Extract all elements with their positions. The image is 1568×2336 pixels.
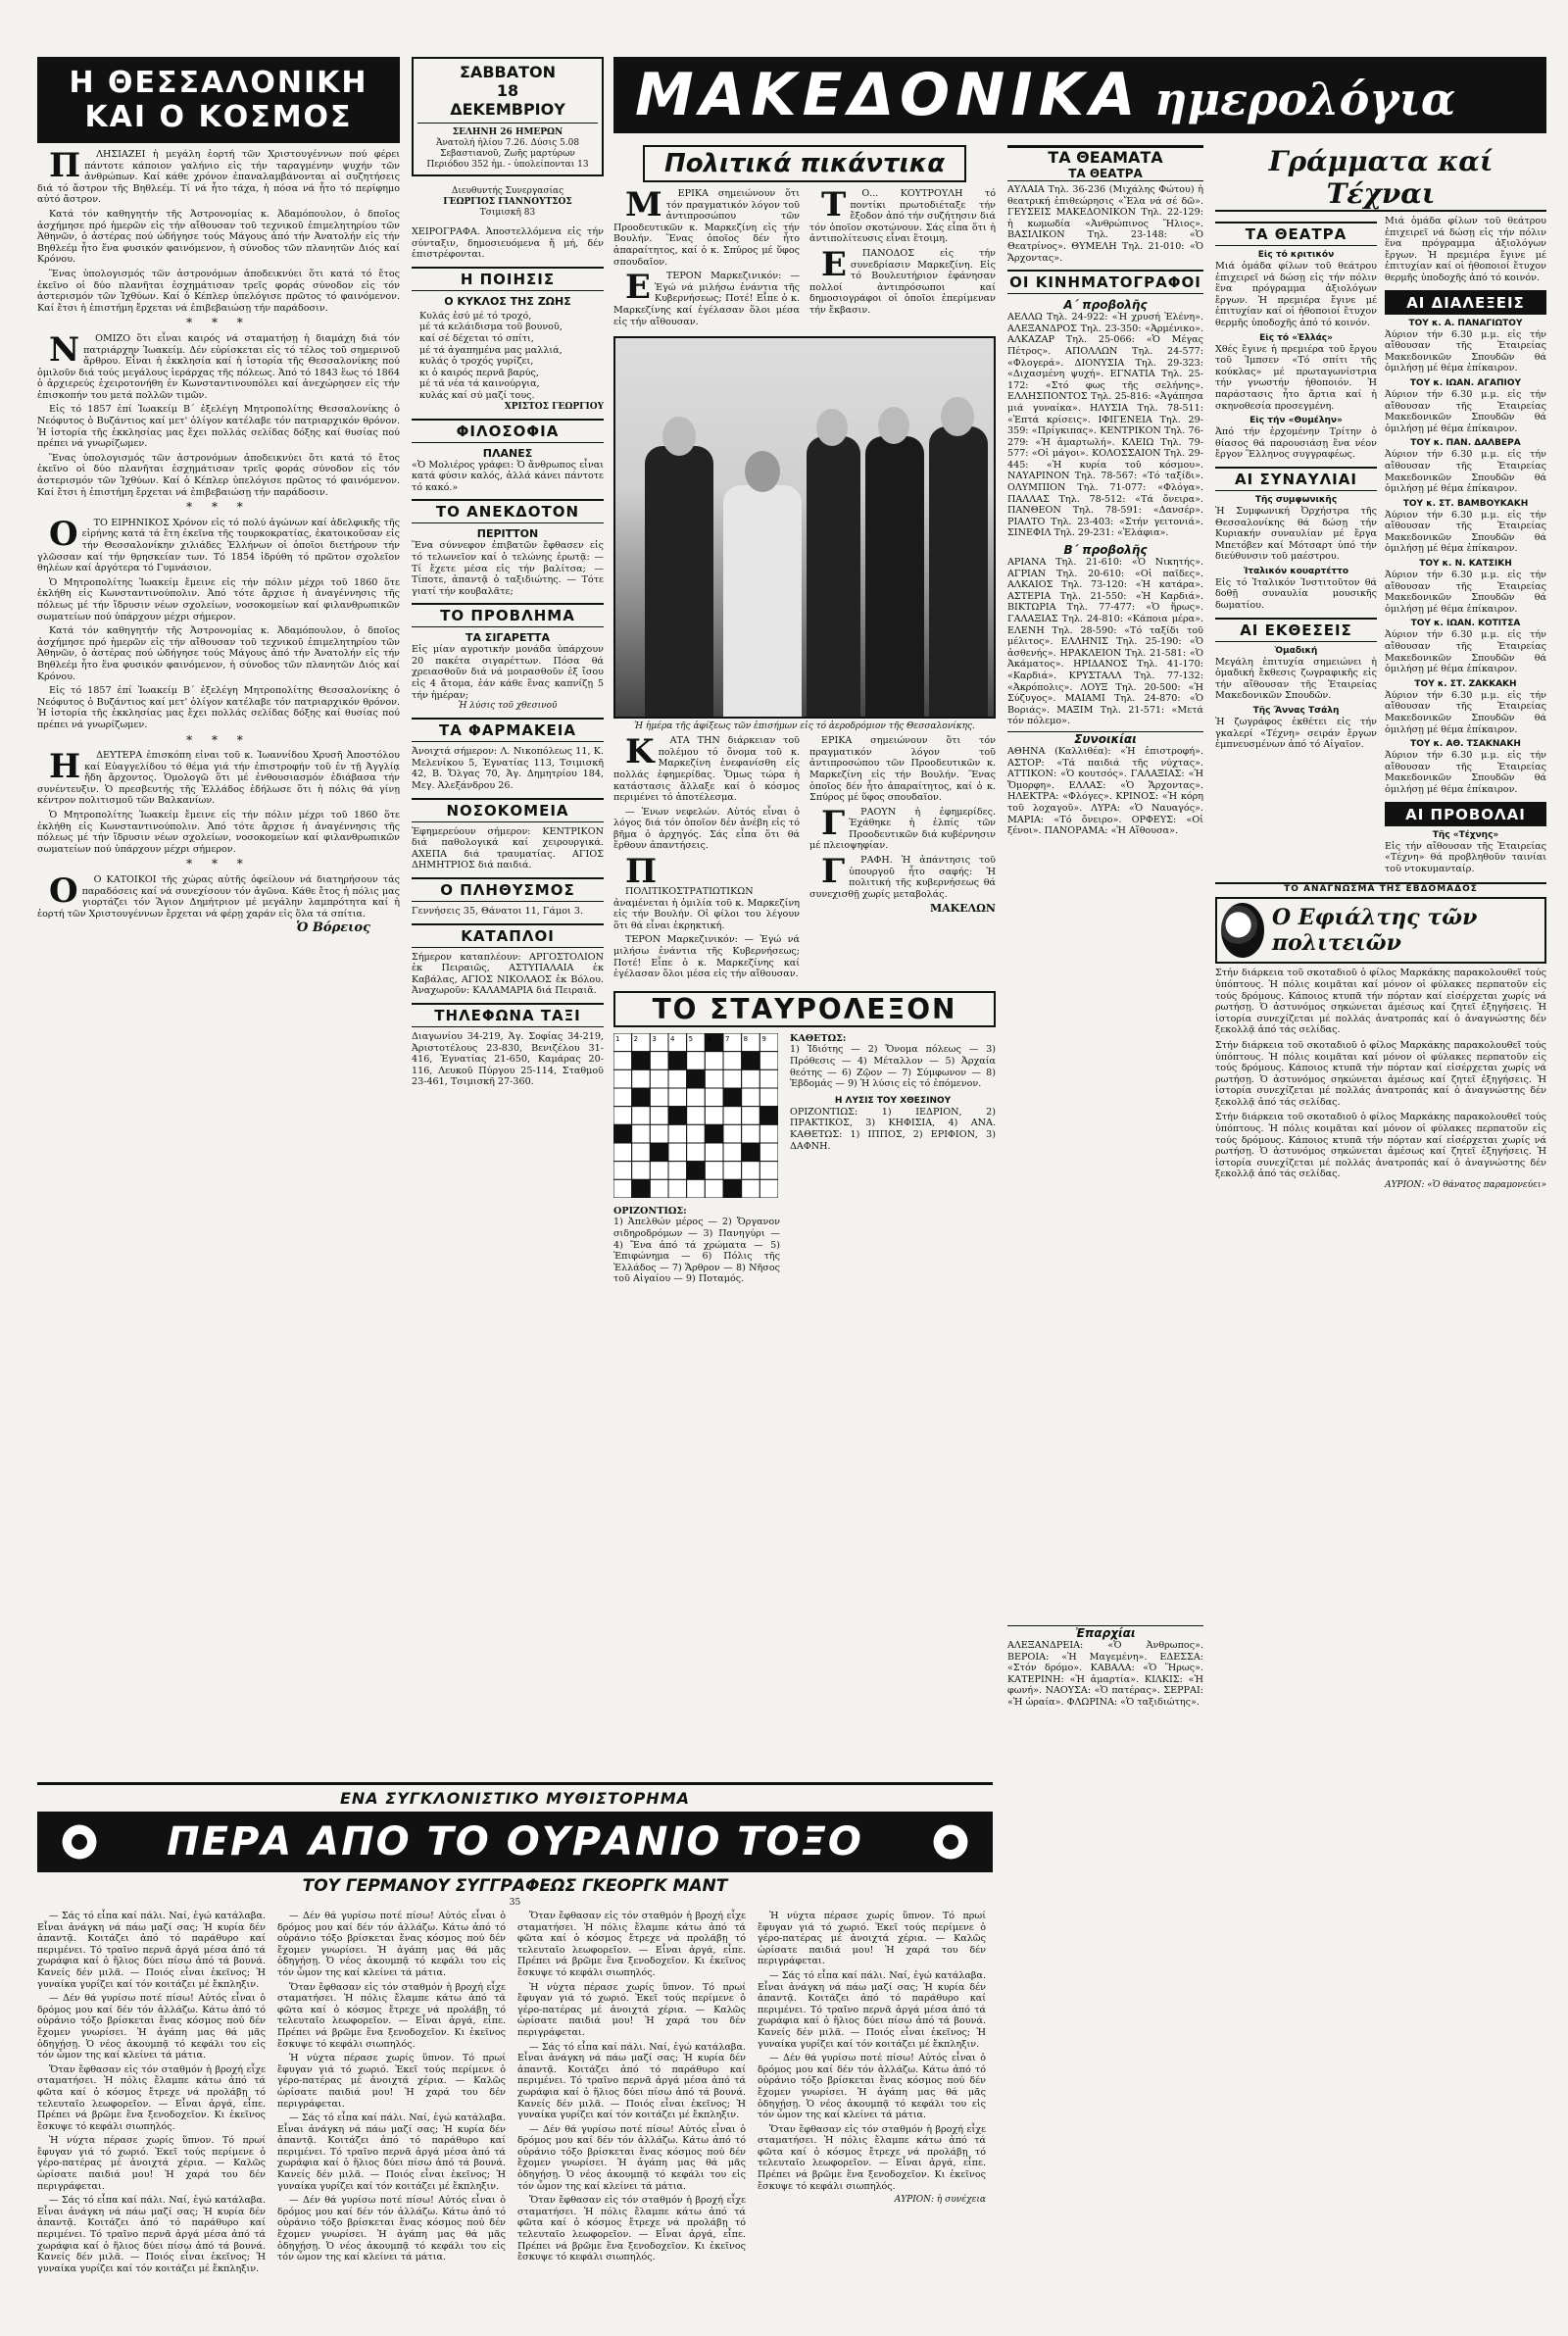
poem-line: καί σέ δέχεται τό σπίτι, — [419, 332, 534, 344]
cinema-heading: ΟΙ ΚΙΝΗΜΑΤΟΓΡΑΦΟΙ — [1007, 270, 1203, 294]
pharmacy-text: Ἀνοιχτά σήμερον: Λ. Νικοπόλεως 11, Κ. Μελενίκου 5, Ἐγνατίας 113, Τσιμισκῆ 42, Β. Ὄλγας 70, Ἁγ. Δημητρίου 184, Μεγ. Ἀλεξάνδρου 26. — [412, 746, 604, 792]
anecdote-sub: ΠΕΡΙΤΤΟΝ — [476, 527, 539, 541]
letters-col-a — [1215, 216, 1377, 874]
para-1: Π ΛΗΣΙΑΖΕΙ ἡ μεγάλη ἑορτή τῶν Χριστουγέννων πού φέρει πάντοτε κάποιον γαλήνιο εἰς τήν ταραγμένην ψυχήν τῶν ἀνθρώπων. Καί κάθε χρόνον ἐπαναλαμβάνονται αἱ συζητήσεις διά τό ἄστρον τῆς Βηθλεέμ. Τί νά ἦτο τάχα, ἡ πόσα νά ἦτο τό περίφημο αὐτό ἄστρον. — [37, 146, 400, 206]
politics-title: Πολιτικά πικάντικα — [643, 145, 966, 182]
figure-1 — [645, 446, 713, 719]
crossword-cell[interactable] — [723, 1069, 742, 1088]
para-5b: Ἕνας ὑπολογισμός τῶν ἀστρονόμων ἀποδεικνύει ὅτι κατά τό ἔτος ἐκεῖνο οἱ δύο πλανῆται ἐσχημάτισαν τρεῖς φοράς σύνοδον εἰς τόν ἀστερισμόν τῶν Ἰχθύων. Καί ὁ Κέπλερ ὑπελόγισε πρῶτος τό φαινόμενον. Καί ἔτσι ἡ ἐπιστήμη ἔρχεται νά ἐπιβεβαιώσῃ τήν παράδοσιν. — [37, 452, 400, 498]
lecture-text: Ἀύριον τήν 6.30 μ.μ. εἰς τήν αἴθουσαν τῆς Ἑταιρείας Μακεδονικῶν Σπουδῶν θά ὁμιλήσῃ μέ θέμα ἐπίκαιρον. — [1385, 328, 1546, 374]
crossword-cell[interactable] — [668, 1179, 687, 1198]
crossword-block — [705, 1124, 723, 1143]
crossword-cell[interactable] — [668, 1069, 687, 1088]
crossword-cell[interactable] — [613, 1069, 632, 1088]
philosophy-sub: ΠΛΑΝΕΣ — [482, 446, 533, 460]
crossword-grid[interactable] — [613, 1033, 778, 1198]
poetry-heading: Η ΠΟΙΗΣΙΣ — [412, 267, 604, 291]
crossword-cell[interactable] — [668, 1143, 687, 1162]
lectures-list — [1385, 319, 1546, 796]
poem-line: μέ τά κελάιδισμα τοῦ βουνοῦ, — [419, 322, 563, 333]
hospital-text: Ἐφημερεύουν σήμερον: ΚΕΝΤΡΙΚΟΝ διά παθολογικά καί χειρουργικά. ΑΧΕΠΑ διά τραυματίας. ΑΓΙΟΣ ΔΗΜΗΤΡΙΟΣ διά παιδιά. — [412, 825, 604, 871]
first-run-listings: ΑΕΛΛΩ Τηλ. 24-922: «Ἡ χρυσή Ἐλένη». ΑΛΕΞΑΝΔΡΟΣ Τηλ. 23-350: «Ἀρμένικο». ΑΛΚΑΖΑΡ Τηλ. 25-066: «Ὁ Μέγας Πέτρος». ΑΠΟΛΛΩΝ Τηλ. 24-577: «Φλογερά». ΔΙΟΝΥΣΙΑ Τηλ. 29-323: «Διχασμένη ψυχή». ΕΓΝΑΤΙΑ Τηλ. 25-172: «Στό φως τῆς σελήνης». ΕΛΛΗΣΠΟΝΤΟΣ Τηλ. 25-816: «Ἀγάπησα μιά γυναίκα». ΗΛΥΣΙΑ Τηλ. 78-511: «Ἐπτά κρίσεις». ΙΦΙΓΕΝΕΙΑ Τηλ. 29-359: «Πρίγκιπας». ΚΕΝΤΡΙΚΟΝ Τηλ. 76-279: «Ἡ ἀμαρτωλή». ΚΛΕΙΩ Τηλ. 79-577: «Οἱ μάγοι». ΚΟΛΟΣΣΑΙΟΝ Τηλ. 29-445: «Ἡ κυρία τοῦ κόσμου». ΝΑΥΑΡΙΝΟΝ Τηλ. 78-567: «Τό ταξίδι». ΟΛΥΜΠΙΟΝ Τηλ. 71-077: «Φλόγα». ΠΑΛΛΑΣ Τηλ. 78-512: «Τά ὄνειρα». ΠΑΝΘΕΟΝ Τηλ. 78-591: «Δανσέρ». ΡΙΑΛΤΟ Τηλ. 23-403: «Στήν γειτονιά». ΣΙΝΕΦΙΛ Τηλ. 29-231: «Ἐλάφια». — [1007, 312, 1203, 539]
crossword-block — [760, 1106, 778, 1124]
crossword-cell[interactable] — [760, 1088, 778, 1107]
serial-2 — [37, 1782, 993, 2314]
critic-text: Μιά ὁμάδα φίλων τοῦ θεάτρου ἐπιχειρεῖ νά δώσῃ εἰς τήν πόλιν ἕνα πρόγραμμα ἀξιολόγων ἔργων. Ἡ πρεμιέρα ἔγινε μέ ἐπιτυχίαν καί οἱ ἠθοποιοί ἔτυχον θερμῆς ὑποδοχῆς ἀπό τό κοινόν. — [1215, 261, 1377, 328]
crossword-cell[interactable] — [760, 1143, 778, 1162]
crossword-cell[interactable] — [723, 1106, 742, 1124]
crossword-cell[interactable] — [705, 1051, 723, 1069]
exhibitions-sub: Ὁμαδική — [1274, 645, 1318, 656]
banner-line-2: ΚΑΙ Ο ΚΟΣΜΟΣ — [84, 100, 353, 134]
para-3: Ἕνας ὑπολογισμός τῶν ἀστρονόμων ἀποδεικνύει ὅτι κατά τό ἔτος ἐκεῖνο οἱ δύο πλανῆται ἐσχημάτισαν τρεῖς φοράς σύνοδον εἰς τόν ἀστερισμόν τῶν Ἰχθύων. Καί ὁ Κέπλερ ὑπελόγισε πρῶτος τό φαινόμενον. Καί ἔτσι ἡ ἐπιστήμη ἔρχεται νά ἐπιβεβαιώσῃ τήν παράδοσιν. — [37, 268, 400, 314]
solution-title: Η ΛΥΣΙΣ ΤΟΥ ΧΘΕΣΙΝΟΥ — [834, 1095, 952, 1106]
crossword-number: 2 — [633, 1034, 639, 1043]
banner — [37, 57, 400, 143]
entertainment-section — [1007, 145, 1203, 837]
population-heading: Ο ΠΛΗΘΥΣΜΟΣ — [412, 877, 604, 902]
provinces-heading: Ἐπαρχίαι — [1007, 1625, 1203, 1640]
figure-3 — [807, 436, 860, 719]
hellas-text: Χθές ἔγινε ἡ πρεμιέρα τοῦ ἔργου τοῦ Ἰμπσεν «Τό σπίτι τῆς κούκλας» μέ πρωταγωνίστρια τήν γνωστήν ἠθοποιόν. Ἡ παράστασις ἦτο ἄρτια καί ἡ σκηνοθεσία προσεγμένη. — [1215, 343, 1377, 412]
letters-title: Γράμματα καί Τέχναι — [1215, 145, 1546, 212]
lecture-text: Ἀύριον τήν 6.30 μ.μ. εἰς τήν αἴθουσαν τῆς Ἑταιρείας Μακεδονικῶν Σπουδῶν θά ὁμιλήσῃ μέ θέμα ἐπίκαιρον. — [1385, 449, 1546, 495]
crossword-block — [613, 1124, 632, 1143]
crossword-cell[interactable] — [723, 1161, 742, 1179]
second-run-heading: Β΄ προβολῆς — [1063, 543, 1148, 558]
month: ΔΕΚΕΜΒΡΙΟΥ — [450, 100, 565, 119]
suburbs-heading: Συνοικίαι — [1007, 731, 1203, 746]
separator: * * * — [186, 857, 251, 871]
para-7b: Κατά τόν καθηγητήν τῆς Ἀστρονομίας κ. Ἀδαμόπουλον, ὁ δποῖος ἀσχήμησε πρό ἡμερῶν εἰς τήν αἴθουσαν τοῦ τεχνικοῦ ἐπιμελητηρίου τῶν Ἀθηνῶν, ὁ ἀστέρας πού ὡδήγησε τούς Μάγους ἀπό τήν Ἀνατολήν εἰς τήν Βηθλεέμ ἦτο ἕνα φυσικόν φαινόμενον, ἡ σύνοδος τῶν πλανητῶν Διός καί Κρόνου. — [37, 625, 400, 682]
poem-line: κυλάς καί σύ μαζί τους. — [419, 389, 535, 401]
poem-line: κι ὁ καιρός περνᾶ βαρύς, — [419, 367, 539, 378]
crossword-cell[interactable] — [760, 1179, 778, 1198]
weekday: ΣΑΒΒΑΤΟΝ — [460, 63, 556, 81]
serial-1-text-2: Στήν διάρκεια τοῦ σκοταδιοῦ ὁ φίλος Μαρκάκης παρακολουθεῖ τούς ὑπόπτους. Ἡ πόλις κοιμᾶται καί μόνον οἱ φύλακες περπατοῦν εἰς τούς δρόμους. Κάποιος κτυπᾶ τήν πόρταν καί εἰσέρχεται χωρίς νά ρωτήσῃ. Ὁ ἀστυνόμος σηκώνεται ἀμέσως καί ζητεῖ ἐξηγήσεις. Ἡ ἱστορία συνεχίζεται μέ πολλάς ἀνατροπάς καί ὁ ἀναγνώστης δέν ξεκολλᾷ ἀπό τάς σελίδας. — [1215, 1039, 1546, 1108]
crossword-cell[interactable] — [632, 1143, 651, 1162]
crossword-cell[interactable] — [723, 1051, 742, 1069]
crossword-cell[interactable] — [742, 1088, 760, 1107]
newspaper-page — [37, 57, 1546, 2311]
crossword-title: ΤΟ ΣΤΑΥΡΟΛΕΞΟΝ — [613, 991, 996, 1027]
letters-col-b — [1385, 216, 1546, 874]
crossword-cell[interactable] — [723, 1124, 742, 1143]
italian-text: Εἰς τό Ἰταλικόν Ἰνστιτοῦτον θά δοθῇ συναυλία μουσικῆς δωματίου. — [1215, 576, 1377, 612]
para-8: Η ΔΕΥΤΕΡΑ ἐπισκόπη εἰναι τοῦ κ. Ἰωαννίδου Χρυσῆ Ἀποστόλου καί Εὐαγγελίδου τό θέμα γιά τήν ἐπιστροφήν τοῦ ἐν τῇ Ἀγγλίᾳ ἤδη ἄρχοντος. Ὁμολογῶ ὅτι μέ ἐνθουσιασμόν ἐδιάβασα τήν συνέντευξιν. Ὁ πρεσβευτής τῆς Ἑλλάδος ἐδήλωσε ὅτι ἡ πόλις θά γίνῃ κέντρον πολιτισμοῦ τῶν Βαλκανίων. — [37, 747, 400, 807]
crossword-number: 8 — [743, 1034, 749, 1043]
crossword-cell[interactable] — [613, 1051, 632, 1069]
philosophy-text: «Ὁ Μολιέρος γράφει: Ὁ ἄνθρωπος εἶναι κατά φύσιν καλός, ἀλλά κάνει πάντοτε τό κακό.» — [412, 459, 604, 493]
serial-2-author: ΤΟΥ ΓΕΡΜΑΝΟΥ ΣΥΓΓΡΑΦΕΩΣ ΓΚΕΟΡΓΚ ΜΑΝΤ — [302, 1876, 728, 1896]
politics-signature: ΜΑΚΕΛΩΝ — [929, 902, 996, 916]
date-number: 18 — [496, 81, 519, 100]
hospital-heading: ΝΟΣΟΚΟΜΕΙΑ — [412, 798, 604, 822]
lecture-speaker: ΤΟΥ κ. ΙΩΑΝ. ΑΓΑΠΙΟΥ — [1409, 377, 1522, 388]
almanac-4: Περιόδου 352 ἡμ. - ὑπολείπονται 13 — [426, 160, 589, 170]
crossword-cell[interactable] — [613, 1106, 632, 1124]
problem-text: Εἰς μίαν αγροτικήν μονάδα ὑπάρχουν 20 πακέτα σιγαρέττων. Πόσα θά χρειασθοῦν διά νά μοιρασθοῦν ἐξ ἴσου εἰς 4 ἄτομα, ἐάν κάθε ἕνας καπνίζῃ 5 τήν ἡμέραν; — [412, 644, 604, 701]
crossword-cell[interactable] — [687, 1088, 706, 1107]
problem-heading: ΤΟ ΠΡΟΒΛΗΜΑ — [412, 603, 604, 627]
separator: * * * — [186, 500, 251, 515]
serial-2-col-2: — Δέν θά γυρίσω ποτέ πίσω! Αὐτός εἶναι ὁ δρόμος μου καί δέν τόν ἀλλάζω. Κάτω ἀπό τό οὐράνιο τόξο βρίσκεται ἕνας κόσμος πού δέν ἔχομεν γνωρίσει. Ἡ ἀγάπη μας θά μᾶς ὁδηγήσῃ. Ὁ νέος ἀκουμπᾷ τό κεφάλι του εἰς τόν ὦμον της καί κλείνει τά μάτια. Ὅταν ἔφθασαν εἰς τόν σταθμόν ἡ βροχή εἶχε σταματήσει. Ἡ πόλις ἔλαμπε κάτω ἀπό τά φῶτα καί ὁ κόσμος ἔτρεχε νά προλάβῃ τό τελευταῖο λεωφορεῖον. — Εἶναι ἀργά, εἶπε. Πρέπει νά βρῶμε ἕνα ξενοδοχεῖον. Κι ἐκεῖνος ἔσκυψε τό κεφάλι σιωπηλός. Ἡ νύχτα πέρασε χωρίς ὕπνον. Τό πρωί ἔφυγαν γιά τό χωριό. Ἐκεῖ τούς περίμενε ὁ γέρο-πατέρας μέ ἀνοιχτά χέρια. — Καλῶς ὡρίσατε παιδιά μου! Ἡ χαρά του δέν περιγράφεται. — Σάς τό εἶπα καί πάλι. Ναί, ἐγώ κατάλαβα. Εἶναι ἀνάγκη νά πάω μαζί σας; Ἡ κυρία δέν ἀπαντᾷ. Κοιτάζει ἀπό τό παράθυρο καί περιμένει. Τό τραῖνο περνᾶ ἀργά μέσα ἀπό τά χωράφια καί ὁ ἥλιος δύει πίσω ἀπό τά βουνά. Κανείς δέν μιλᾶ. — Ποιός εἶναι ἐκεῖνος; Ἡ γυναίκα γυρίζει καί τόν κοιτάζει μέ ἔκπληξιν. — Δέν θά γυρίσω ποτέ πίσω! Αὐτός εἶναι ὁ δρόμος μου καί δέν τόν ἀλλάζω. Κάτω ἀπό τό οὐράνιο τόξο βρίσκεται ἕνας κόσμος πού δέν ἔχομεν γνωρίσει. Ἡ ἀγάπη μας θά μᾶς ὁδηγήσῃ. Ὁ νέος ἀκουμπᾷ τό κεφάλι του εἰς τόν ὦμον της καί κλείνει τά μάτια. — [277, 1911, 506, 2263]
second-run-listings: ΑΡΙΑΝΑ Τηλ. 21-610: «Ὁ Νικητής». ΑΓΡΙΑΝ Τηλ. 20-610: «Οἱ παῖδες». ΑΛΚΑΙΟΣ Τηλ. 73-120: «Ἡ κατάρα». ΑΣΤΕΡΙΑ Τηλ. 21-550: «Ἡ Καρδιά». ΒΙΚΤΩΡΙΑ Τηλ. 77-477: «Ὁ ἥρως». ΓΑΛΑΞΙΑΣ Τηλ. 24-810: «Κάποια μέρα». ΕΛΕΝΗ Τηλ. 28-590: «Τό ταξίδι τοῦ μέλιτος». ΕΛΛΗΝΙΣ Τηλ. 25-190: «Ὁ ἀσθενής». ΗΡΑΚΛΕΙΟΝ Τηλ. 21-581: «Ὁ Ἀκάματος». ΗΡΙΔΑΝΟΣ Τηλ. 41-170: «Καρδιά». ΚΡΥΣΤΑΛΛ Τηλ. 77-132: «Ἀκρόπολις». ΛΟΥΞ Τηλ. 20-500: «Ἡ Σύζυγος». ΜΑΙΑΜΙ Τηλ. 24-870: «Ὁ Βοριάς». ΜΑΞΙΜ Τηλ. 21-571: «Μετά τόν πόλεμο». — [1007, 557, 1203, 727]
masthead — [613, 57, 1546, 133]
crossword-number: 9 — [761, 1034, 766, 1043]
across-clues: 1) Ἀπελθών μέρος — 2) Ὄργανον σιδηροδρόμων — 3) Πανηγύρι — 4) Ἔνα ἀπό τά χρώματα — 5) Ἐπιφώνημα — 6) Πόλις τῆς Ἑλλάδος — 7) Ἄρθρον — 8) Νῆσος τοῦ Αἰγαίου — 9) Ποταμός. — [613, 1217, 780, 1285]
para-5: Εἰς τό 1857 ἐπί Ἰωακείμ Β΄ ἐξελέγη Μητροπολίτης Θεσσαλονίκης ὁ Νεόφυτος ὁ Βυζάντιος καί μετ' ὀλίγον κατέλαβε τόν πατριαρχικόν θρόνον. Ἡ ἱστορία τῆς ἐκκλησίας μας ἔχει πολλάς σελίδας δόξης καί θυσίας πού πρέπει νά γνωρίζωμεν. — [37, 404, 400, 450]
broadcasts-text: Εἰς τήν αἴθουσαν τῆς Ἑταιρείας «Τέχνη» θά προβληθοῦν ταινίαι τοῦ ντοκυμανταίρ. — [1385, 840, 1546, 874]
banner-line-1: Η ΘΕΣΣΑΛΟΝΙΚΗ — [69, 66, 368, 100]
crossword-cell[interactable] — [687, 1179, 706, 1198]
problem-answer: Ἡ λύσις τοῦ χθεσινοῦ — [458, 701, 558, 712]
poem-title: Ο ΚΥΚΛΟΣ ΤΗΣ ΖΩΗΣ — [444, 294, 571, 308]
portrait-illustration — [1221, 903, 1264, 958]
exhibitions-heading: ΑΙ ΕΚΘΕΣΕΙΣ — [1215, 618, 1377, 642]
down-clues: 1) Ἰδιότης — 2) Ὄνομα πόλεως — 3) Πρόθεσις — 4) Μέταλλον — 5) Ἀρχαία θεότης — 6) Ζῷον — 7) Σύμφωνον — 8) Ἑβδομάς — 9) Ἡ λύσις εἰς τό ἐπόμενον. — [790, 1044, 996, 1090]
crossword-block — [742, 1143, 760, 1162]
lecture-text: Ἀύριον τήν 6.30 μ.μ. εἰς τήν αἴθουσαν τῆς Ἑταιρείας Μακεδονικῶν Σπουδῶν θά ὁμιλήσῃ μέ θέμα ἐπίκαιρον. — [1385, 509, 1546, 555]
lecture-speaker: ΤΟΥ κ. Α. ΠΑΝΑΓΙΩΤΟΥ — [1408, 318, 1523, 328]
figure-2 — [723, 485, 802, 719]
crossword-cell[interactable] — [705, 1179, 723, 1198]
politics-col-b: Τ Ο... ΚΟΥΤΡΟΥΛΗ τό ποντίκι πρωτοδιέταξε τήν ἔξοδον ἀπό τήν συζήτησιν διά τόν ὁποῖον σκοτώνουν. Σάς εἶπα ὅτι ἡ ἀντιπολίτευσις εἶναι ἕτοιμη. Ε ΠΑΝΟΔΟΣ εἰς τήν συνεδρίασιν Μαρκεζίνη. Εἰς τό Βουλευτήριον ἐφάνησαν πολλοί ἀντιπρόσωποι καί δημοσιογράφοι οἱ ὁποῖοι ἐπερίμεναν τήν ἔκβασιν. — [809, 185, 996, 316]
serial-1-continued: ΑΥΡΙΟΝ: «Ὁ θάνατος παραμονεύει» — [1385, 1180, 1546, 1191]
provinces-block — [1007, 1625, 1203, 1709]
crossword-cell[interactable] — [760, 1124, 778, 1143]
crossword-number: 4 — [670, 1034, 675, 1043]
para-7: Ὁ Μητροπολίτης Ἰωακείμ ἔμεινε εἰς τήν πόλιν μέχρι τοῦ 1860 ὅτε ἐκλήθη εἰς Κωνσταντινούπολιν. Ἀπό τότε ἄρχισε ἡ ἀναγέννησις τῆς πόλεως μέ τήν ἵδρυσιν νέων σχολείων, νοσοκομείων καί φιλανθρωπικῶν σωματείων πού ὑπάρχουν μέχρι σήμερον. — [37, 576, 400, 622]
para-7c: Εἰς τό 1857 ἐπί Ἰωακείμ Β΄ ἐξελέγη Μητροπολίτης Θεσσαλονίκης ὁ Νεόφυτος ὁ Βυζάντιος καί μετ' ὀλίγον κατέλαβε τόν πατριαρχικόν θρόνον. Ἡ ἱστορία τῆς ἐκκλησίας μας ἔχει πολλάς σελίδας δόξης καί θυσίας πού πρέπει νά γνωρίζωμεν. — [37, 685, 400, 730]
thymeli-text: Ἀπό τήν ἐρχομένην Τρίτην ὁ θίασος θά παρουσιάσῃ ἕνα νέον ἔργον Ἕλληνος συγγραφέως. — [1215, 426, 1377, 461]
crossword-cell[interactable] — [705, 1161, 723, 1179]
crossword-block — [687, 1161, 706, 1179]
serial-1-title-box — [1215, 897, 1546, 964]
problem-sub: ΤΑ ΣΙΓΑΡΕΤΤΑ — [465, 631, 551, 645]
crossword-block — [632, 1088, 651, 1107]
hellas-title: Εἰς τό «Ἑλλάς» — [1259, 332, 1333, 343]
population-text: Γεννήσεις 35, Θάνατοι 11, Γάμοι 3. — [412, 906, 584, 917]
crossword-cell[interactable] — [650, 1051, 668, 1069]
crossword-block — [650, 1143, 668, 1162]
concerts-sub: Τῆς συμφωνικῆς — [1254, 494, 1338, 505]
crossword-block — [668, 1106, 687, 1124]
drop-cap: Π — [49, 146, 81, 185]
critic-title: Εἰς τό κριτικόν — [1257, 250, 1335, 260]
serial-2-header: ΕΝΑ ΣΥΓΚΛΟΝΙΣΤΙΚΟ ΜΥΘΙΣΤΟΡΗΜΑ — [339, 1789, 690, 1808]
lecture-speaker: ΤΟΥ κ. ΙΩΑΝ. ΚΟΤΙΤΣΑ — [1410, 619, 1521, 629]
crossword-cell[interactable] — [760, 1069, 778, 1088]
entertainment-title: ΤΑ ΘΕΑΜΑΤΑ — [1007, 145, 1203, 167]
crossword-number: 3 — [652, 1034, 657, 1043]
eye-illustration-left — [45, 1817, 114, 1866]
politics-col-c: Κ ΑΤΑ ΤΗΝ διάρκειαν τοῦ πολέμου τό ὄνομα τοῦ κ. Μαρκεζίνη ἐνεφανίσθη εἰς πολλάς ἐφημερίδας. Ὅμως τώρα ἡ κατάστασις ἄλλαξε καί ὁ κόσμος περιμένει τό ἀποτέλεσμα. — Ἐνων νεφελών. Αὐτός εἶναι ὁ λόγος διά τόν ὁποῖον δέν ἀνέβη εἰς τό βῆμα ὁ ἀρχηγός. Σάς εἶπα ὅτι θά ἔρθουν ἀπαντήσεις. Π ΠΟΛΙΤΙΚΟΣΤΡΑΤΙΩΤΙΚΩΝ ἀναμένεται ἡ ὁμιλία τοῦ κ. Μαρκεζίνη εἰς τήν Βουλήν. Οἱ φίλοι του λέγουν ὅτι θά εἶναι ἐκρηκτική. ΤΕΡΟΝ Μαρκεζινικόν: — Ἐγώ νά μιλήσω ἐνάντια τῆς Κυβερνήσεως; Ποτέ! Εἶπε ὁ κ. Μαρκεζίνης καί ἐγέλασαν ὅλοι μέσα εἰς τήν αἴθουσαν. — [613, 732, 800, 980]
almanac-2: Ἀνατολή ἡλίου 7.26. Δύσις 5.08 — [435, 138, 580, 148]
ports-text: Σήμερον καταπλέουν: ΑΡΓΟΣΤΟΛΙΟΝ ἐκ Πειραιῶς, ΑΣΤΥΠΑΛΑΙΑ ἐκ Καβάλας, ΑΓΙΟΣ ΝΙΚΟΛΑΟΣ ἐκ Βόλου. Ἀναχωροῦν: ΚΑΛΑΜΑΡΙΑ διά Πειραιᾶ. — [412, 951, 604, 997]
broadcasts-sub: Τῆς «Τέχνης» — [1432, 829, 1499, 840]
pharmacy-heading: ΤΑ ΦΑΡΜΑΚΕΙΑ — [412, 718, 604, 742]
crossword-block — [668, 1051, 687, 1069]
letters-section — [1215, 145, 1546, 1191]
serial-1-header: ΤΟ ΑΝΑΓΝΩΣΜΑ ΤΗΣ ΕΒΔΟΜΑΔΟΣ — [1284, 884, 1478, 895]
crossword-cell[interactable] — [687, 1143, 706, 1162]
para-9: Ο Ο ΚΑΤΟΙΚΟΙ τῆς χώρας αὐτῆς ὀφείλουν νά διατηρήσουν τάς παραδόσεις καί νά συνεχίσουν τόν ἀγῶνα. Κάθε ἔτος ἡ πόλις μας γιορτάζει τόν Ἅγιον Δημήτριον μέ μεγάλην λαμπρότητα καί ἡ ἑορτή τῶν Χριστουγέννων ἔρχεται νά φέρῃ χαράν εἰς ὅλα τά σπίτια. — [37, 871, 400, 919]
para-2: Κατά τόν καθηγητήν τῆς Ἀστρονομίας κ. Ἀδαμόπουλον, ὁ δποῖος ἀσχήμησε πρό ἡμερῶν εἰς τήν αἴθουσαν τοῦ τεχνικοῦ ἐπιμελητηρίου τῶν Ἀθηνῶν, ὁ ἀστέρας πού ὡδήγησε τούς Μάγους ἀπό τήν Ἀνατολήν εἰς τήν Βηθλεέμ ἦτο ἕνα φυσικόν φαινόμενον, ἡ σύνοδος τῶν πλανητῶν Διός καί Κρόνου. — [37, 208, 400, 266]
thymeli-title: Εἰς τήν «Θυμέλην» — [1250, 416, 1343, 426]
signature: Ὁ Βόρειος — [296, 920, 370, 936]
politics-col-d: ΕΡΙΚΑ σημειώνουν ὅτι τόν πραγματικόν λόγον τοῦ ἀντιπροσώπου τῶν Προοδευτικῶν κ. Μαρκεζίνη εἰς τήν Βουλήν. Ἕνας ὁποῖος δέν ἦτο ἀπαραίτητος, καί ὁ κ. Σπύρος μέ ὕφος σπουδαῖον. Γ ΡΑΟΥΝ ἡ ἐφημερίδες. Ἐχάθηκε ἡ ἐλπίς τῶν Προοδευτικῶν διά κυβέρνησιν μέ πλειοψηφίαν. Γ ΡΑΦΗ. Ἡ ἀπάντησις τοῦ ὑπουργοῦ ἦτο σαφής: Ἡ πολιτική τῆς κυβερνήσεως θά συνεχισθῇ χωρίς μεταβολάς. ΜΑΚΕΛΩΝ — [809, 735, 996, 916]
figure-4 — [865, 436, 924, 719]
crossword-cell[interactable] — [742, 1124, 760, 1143]
crossword-cell[interactable] — [632, 1069, 651, 1088]
crossword-cell[interactable] — [650, 1124, 668, 1143]
serial-1-title: Ο Εφιάλτης τῶν πολιτειῶν — [1271, 905, 1478, 957]
lecture-speaker: ΤΟΥ κ. ΠΑΝ. ΔΑΛΒΕΡΑ — [1410, 438, 1521, 449]
figure-5 — [929, 426, 988, 719]
crossword-block — [723, 1179, 742, 1198]
taxi-heading: ΤΗΛΕΦΩΝΑ ΤΑΞΙ — [412, 1003, 604, 1027]
para-4: Ν ΟΜΙΖΟ ὅτι εἶναι καιρός νά σταματήσῃ ἡ διαμάχη διά τόν πατριάρχην Ἰωακείμ. Δέν εὑρίσκεται εἰς τό τέλος τοῦ σημερινοῦ ἄρθρου. Εἶναι ἡ ἐκκλησία καί ἡ ἱστορία τῆς Θεσσαλονίκης πού ὁμιλοῦν διά τούς μεγάλους ἱεράρχας τῆς πόλεως. Ἀπό τό 1843 ἕως τό 1864 ὁ ἀρχιερεύς ἐχειροτονήθη ἐν Κωνσταντινουπόλει καί ἀνεχώρησεν εἰς τήν ἐπισκοπήν του μετά πολλῶν τιμῶν. — [37, 329, 400, 401]
crossword-cell[interactable] — [760, 1051, 778, 1069]
down-title: ΚΑΘΕΤΩΣ: — [790, 1032, 847, 1044]
tsali-title: Τῆς Ἄννας Τσάλη — [1252, 706, 1340, 717]
concerts-text: Ἡ Συμφωνική Ὀρχήστρα τῆς Θεσσαλονίκης θά δώσῃ τήν Κυριακήν συναυλίαν μέ ἔργα Μπετόβεν καί Μότσαρτ ὑπό τήν διεύθυνσιν τοῦ μαέστρου. — [1215, 505, 1377, 563]
theatres-sub: ΤΑ ΘΕΑΤΡΑ — [1007, 167, 1203, 181]
crossword-cell[interactable] — [705, 1143, 723, 1162]
serial-2-col-3: Ὅταν ἔφθασαν εἰς τόν σταθμόν ἡ βροχή εἶχε σταματήσει. Ἡ πόλις ἔλαμπε κάτω ἀπό τά φῶτα καί ὁ κόσμος ἔτρεχε νά προλάβῃ τό τελευταῖο λεωφορεῖον. — Εἶναι ἀργά, εἶπε. Πρέπει νά βρῶμε ἕνα ξενοδοχεῖον. Κι ἐκεῖνος ἔσκυψε τό κεφάλι σιωπηλός. Ἡ νύχτα πέρασε χωρίς ὕπνον. Τό πρωί ἔφυγαν γιά τό χωριό. Ἐκεῖ τούς περίμενε ὁ γέρο-πατέρας μέ ἀνοιχτά χέρια. — Καλῶς ὡρίσατε παιδιά μου! Ἡ χαρά του δέν περιγράφεται. — Σάς τό εἶπα καί πάλι. Ναί, ἐγώ κατάλαβα. Εἶναι ἀνάγκη νά πάω μαζί σας; Ἡ κυρία δέν ἀπαντᾷ. Κοιτάζει ἀπό τό παράθυρο καί περιμένει. Τό τραῖνο περνᾶ ἀργά μέσα ἀπό τά χωράφια καί ὁ ἥλιος δύει πίσω ἀπό τά βουνά. Κανείς δέν μιλᾶ. — Ποιός εἶναι ἐκεῖνος; Ἡ γυναίκα γυρίζει καί τόν κοιτάζει μέ ἔκπληξιν. — Δέν θά γυρίσω ποτέ πίσω! Αὐτός εἶναι ὁ δρόμος μου καί δέν τόν ἀλλάζω. Κάτω ἀπό τό οὐράνιο τόξο βρίσκεται ἕνας κόσμος πού δέν ἔχομεν γνωρίσει. Ἡ ἀγάπη μας θά μᾶς ὁδηγήσῃ. Ὁ νέος ἀκουμπᾷ τό κεφάλι του εἰς τόν ὦμον της καί κλείνει τά μάτια. Ὅταν ἔφθασαν εἰς τόν σταθμόν ἡ βροχή εἶχε σταματήσει. Ἡ πόλις ἔλαμπε κάτω ἀπό τά φῶτα καί ὁ κόσμος ἔτρεχε νά προλάβῃ τό τελευταῖο λεωφορεῖον. — Εἶναι ἀργά, εἶπε. Πρέπει νά βρῶμε ἕνα ξενοδοχεῖον. Κι ἐκεῖνος ἔσκυψε τό κεφάλι σιωπηλός. — [517, 1911, 746, 2263]
poem — [419, 311, 604, 402]
lecture-speaker: ΤΟΥ κ. Ν. ΚΑΤΣΙΚΗ — [1419, 559, 1512, 570]
crossword-cell[interactable] — [650, 1069, 668, 1088]
lecture-text: Ἀύριον τήν 6.30 μ.μ. εἰς τήν αἴθουσαν τῆς Ἑταιρείας Μακεδονικῶν Σπουδῶν θά ὁμιλήσῃ μέ θέμα ἐπίκαιρον. — [1385, 689, 1546, 735]
crossword-cell[interactable] — [650, 1179, 668, 1198]
crossword-number: 6 — [707, 1034, 711, 1043]
lecture-text: Ἀύριον τήν 6.30 μ.μ. εἰς τήν αἴθουσαν τῆς Ἑταιρείας Μακεδονικῶν Σπουδῶν θά ὁμιλήσῃ μέ θέμα ἐπίκαιρον. — [1385, 629, 1546, 675]
lecture-speaker: ΤΟΥ κ. ΣΤ. ΒΑΜΒΟΥΚΑΚΗ — [1402, 498, 1529, 509]
first-run-heading: Α΄ προβολῆς — [1063, 298, 1148, 313]
crossword-cell[interactable] — [687, 1106, 706, 1124]
crossword-cell[interactable] — [632, 1124, 651, 1143]
poem-line: μέ τά νέα τά καινούργια, — [419, 378, 540, 390]
lecture-text: Ἀύριον τήν 6.30 μ.μ. εἰς τήν αἴθουσαν τῆς Ἑταιρείας Μακεδονικῶν Σπουδῶν θά ὁμιλήσῃ μέ θέμα ἐπίκαιρον. — [1385, 388, 1546, 434]
ports-heading: ΚΑΤΑΠΛΟΙ — [412, 923, 604, 948]
photo-caption: Ἡ ἡμέρα τῆς ἀφίξεως τῶν ἐπισήμων εἰς τό ἀεροδρόμιον τῆς Θεσσαλονίκης. — [634, 721, 975, 732]
crossword-cell[interactable] — [650, 1106, 668, 1124]
crossword-cell[interactable] — [613, 1143, 632, 1162]
serial-2-title: ΠΕΡΑ ΑΠΟ ΤΟ ΟΥΡΑΝΙΟ ΤΟΞΟ — [167, 1819, 863, 1864]
info-column — [412, 57, 604, 1088]
crossword-cell[interactable] — [742, 1069, 760, 1088]
crossword-cell[interactable] — [650, 1088, 668, 1107]
crossword-cell[interactable] — [668, 1124, 687, 1143]
broadcasts-heading: ΑΙ ΠΡΟΒΟΛΑΙ — [1385, 802, 1546, 826]
crossword-cell[interactable] — [723, 1143, 742, 1162]
crossword-cell[interactable] — [613, 1161, 632, 1179]
left-column — [37, 57, 400, 934]
para-8b: Ὁ Μητροπολίτης Ἰωακείμ ἔμεινε εἰς τήν πόλιν μέχρι τοῦ 1860 ὅτε ἐκλήθη εἰς Κωνσταντινούπολιν. Ἀπό τότε ἄρχισε ἡ ἀναγέννησις τῆς πόλεως μέ τήν ἵδρυσιν νέων σχολείων, νοσοκομείων καί φιλανθρωπικῶν σωματείων πού ὑπάρχουν μέχρι σήμερον. — [37, 810, 400, 855]
crossword-cell[interactable] — [650, 1161, 668, 1179]
lecture-speaker: ΤΟΥ κ. ΣΤ. ΖΑΚΚΑΚΗ — [1414, 678, 1517, 689]
crossword-number: 1 — [615, 1034, 620, 1043]
lecture-speaker: ΤΟΥ κ. ΑΘ. ΤΣΑΚΝΑΚΗ — [1410, 739, 1521, 750]
poem-line: μέ τά ἀγαπημένα μας μαλλιά, — [419, 344, 563, 356]
serial-1-text-3: Στήν διάρκεια τοῦ σκοταδιοῦ ὁ φίλος Μαρκάκης παρακολουθεῖ τούς ὑπόπτους. Ἡ πόλις κοιμᾶται καί μόνον οἱ φύλακες περπατοῦν εἰς τούς δρόμους. Κάποιος κτυπᾶ τήν πόρταν καί εἰσέρχεται χωρίς νά ρωτήσῃ. Ὁ ἀστυνόμος σηκώνεται ἀμέσως καί ζητεῖ ἐξηγήσεις. Ἡ ἱστορία συνεχίζεται μέ πολλάς ἀνατροπάς καί ὁ ἀναγνώστης δέν ξεκολλᾷ ἀπό τάς σελίδας. — [1215, 1112, 1546, 1180]
crossword-cell[interactable] — [742, 1106, 760, 1124]
serial-2-title-bar — [37, 1812, 993, 1872]
separator: * * * — [186, 732, 251, 747]
crossword-block — [632, 1051, 651, 1069]
crossword-cell[interactable] — [632, 1106, 651, 1124]
serial-2-continued: ΑΥΡΙΟΝ: ἡ συνέχεια — [894, 2195, 986, 2206]
serial-2-installment: 35 — [509, 1898, 521, 1908]
poem-author: ΧΡΙΣΤΟΣ ΓΕΩΡΓΙΟΥ — [504, 401, 604, 412]
crossword-number: 7 — [725, 1034, 730, 1043]
date-box — [412, 57, 604, 176]
crossword-cell[interactable] — [687, 1124, 706, 1143]
across-title: ΟΡΙΖΟΝΤΙΩΣ: — [613, 1205, 687, 1217]
news-photo — [613, 336, 996, 719]
eye-illustration-right — [916, 1817, 985, 1866]
left-article — [37, 146, 400, 936]
almanac-3: Σεβαστιανοῦ, Ζωῆς μαρτύρων — [440, 149, 575, 159]
publisher: Διευθυντής Συνεργασίας ΓΕΩΡΓΙΟΣ ΓΙΑΝΝΟΥΤΣΟΣ Τσιμισκῆ 83 — [443, 186, 572, 218]
crossword-block — [687, 1069, 706, 1088]
crossword-cell[interactable] — [613, 1088, 632, 1107]
crossword-cell[interactable] — [687, 1051, 706, 1069]
provinces-listings: ΑΛΕΞΑΝΔΡΕΙΑ: «Ὁ Ἀνθρωπος». ΒΕΡΟΙΑ: «Ἡ Μαγεμένη». ΕΔΕΣΣΑ: «Στόν δρόμο». ΚΑΒΑΛΑ: «Ὁ Ἥρως». ΚΑΤΕΡΙΝΗ: «Ἡ ἀμαρτία». ΚΙΛΚΙΣ: «Ἡ φωνή». ΝΑΟΥΣΑ: «Ὁ πατέρας». ΣΕΡΡΑΙ: «Ἡ ὡραία». ΦΛΩΡΙΝΑ: «Ὁ ταξιδιώτης». — [1007, 1640, 1203, 1708]
concerts-heading: ΑΙ ΣΥΝΑΥΛΙΑΙ — [1215, 467, 1377, 491]
almanac-1: ΣΕΛΗΝΗ 26 ΗΜΕΡΩΝ — [452, 127, 564, 137]
crossword-block — [632, 1179, 651, 1198]
crossword-cell[interactable] — [705, 1106, 723, 1124]
theatre-continued: Μιά ὁμάδα φίλων τοῦ θεάτρου ἐπιχειρεῖ νά δώσῃ εἰς τήν πόλιν ἕνα πρόγραμμα ἀξιολόγων ἔργων. Ἡ πρεμιέρα ἔγινε μέ ἐπιτυχίαν καί οἱ ἠθοποιοί ἔτυχον θερμῆς ὑποδοχῆς ἀπό τό κοινόν. — [1385, 216, 1546, 283]
serial-1-text: Στήν διάρκεια τοῦ σκοταδιοῦ ὁ φίλος Μαρκάκης παρακολουθεῖ τούς ὑπόπτους. Ἡ πόλις κοιμᾶται καί μόνον οἱ φύλακες περπατοῦν εἰς τούς δρόμους. Κάποιος κτυπᾶ τήν πόρταν καί εἰσέρχεται χωρίς νά ρωτήσῃ. Ὁ ἀστυνόμος σηκώνεται ἀμέσως καί ζητεῖ ἐξηγήσεις. Ἡ ἱστορία συνεχίζεται μέ πολλάς ἀνατροπάς καί ὁ ἀναγνώστης δέν ξεκολλᾷ ἀπό τάς σελίδας. — [1215, 968, 1546, 1036]
politics-col-a: Μ ΕΡΙΚΑ σημειώνουν ὅτι τόν πραγματικόν λόγον τοῦ ἀντιπροσώπου τῶν Προοδευτικῶν κ. Μαρκεζίνη εἰς τήν Βουλήν. Ἕνας ὁποῖος δέν ἦτο ἀπαραίτητος, καί ὁ κ. Σπύρος μέ ὕφος σπουδαῖον. Ε ΤΕΡΟΝ Μαρκεζινικόν: — Ἐγώ νά μιλήσω ἐνάντια τῆς Κυβερνήσεως; Ποτέ! Εἶπε ὁ κ. Μαρκεζίνης καί ἐγέλασαν ὅλοι μέσα εἰς τήν αἴθουσαν. — [613, 185, 800, 327]
theatre-heading: ΤΑ ΘΕΑΤΡΑ — [1215, 222, 1377, 246]
para-6: Ο ΤΟ ΕΙΡΗΝΙΚΟΣ Χρόνον εἰς τό πολύ ἀγώνων καί ἀδελφικῆς τῆς εἰρήνης κατά τά ἔτη ἐκεῖνα τῆς τουρκοκρατίας, ἐκατοικοῦσαν εἰς τήν Θεσσαλονίκην χιλιάδες Ἑλλήνων οἱ ὁποῖοι διετήρουν τήν γλῶσσαν καί τήν θρησκείαν των. Τό 1854 ἱδρύθη τό πρῶτον σχολεῖον θηλέων καί ἀργότερα τό Γυμνάσιον. — [37, 514, 400, 574]
crossword-cell[interactable] — [668, 1161, 687, 1179]
poem-line: Κυλάς ἐσύ μέ τό τροχό, — [419, 310, 532, 322]
anecdote-text: Ἕνα σύννεφον ἐπιβατῶν ἔφθασεν εἰς τό τελωνεῖον καί ὁ τελώνης ἐρωτᾷ: — Τί ἔχετε μέσα εἰς τήν βαλίτσα; — Τίποτε, ἀπαντᾷ ὁ ταξιδιώτης. — Τότε γιατί τήν κουβαλᾶτε; — [412, 540, 604, 597]
masthead-title: ΜΑΚΕΔΟΝΙΚΑ — [635, 61, 1142, 129]
serial-2-col-4: Ἡ νύχτα πέρασε χωρίς ὕπνον. Τό πρωί ἔφυγαν γιά τό χωριό. Ἐκεῖ τούς περίμενε ὁ γέρο-πατέρας μέ ἀνοιχτά χέρια. — Καλῶς ὡρίσατε παιδιά μου! Ἡ χαρά του δέν περιγράφεται. — Σάς τό εἶπα καί πάλι. Ναί, ἐγώ κατάλαβα. Εἶναι ἀνάγκη νά πάω μαζί σας; Ἡ κυρία δέν ἀπαντᾷ. Κοιτάζει ἀπό τό παράθυρο καί περιμένει. Τό τραῖνο περνᾶ ἀργά μέσα ἀπό τά χωράφια καί ὁ ἥλιος δύει πίσω ἀπό τά βουνά. Κανείς δέν μιλᾶ. — Ποιός εἶναι ἐκεῖνος; Ἡ γυναίκα γυρίζει καί τόν κοιτάζει μέ ἔκπληξιν. — Δέν θά γυρίσω ποτέ πίσω! Αὐτός εἶναι ὁ δρόμος μου καί δέν τόν ἀλλάζω. Κάτω ἀπό τό οὐράνιο τόξο βρίσκεται ἕνας κόσμος πού δέν ἔχομεν γνωρίσει. Ἡ ἀγάπη μας θά μᾶς ὁδηγήσῃ. Ὁ νέος ἀκουμπᾷ τό κεφάλι του εἰς τόν ὦμον της καί κλείνει τά μάτια. Ὅταν ἔφθασαν εἰς τόν σταθμόν ἡ βροχή εἶχε σταματήσει. Ἡ πόλις ἔλαμπε κάτω ἀπό τά φῶτα καί ὁ κόσμος ἔτρεχε νά προλάβῃ τό τελευταῖο λεωφορεῖον. — Εἶναι ἀργά, εἶπε. Πρέπει νά βρῶμε ἕνα ξενοδοχεῖον. Κι ἐκεῖνος ἔσκυψε τό κεφάλι σιωπηλός. ΑΥΡΙΟΝ: ἡ συνέχεια — [758, 1911, 986, 2206]
crossword-cell[interactable] — [742, 1179, 760, 1198]
manuscript-note: ΧΕΙΡΟΓΡΑΦΑ. Ἀποστελλόμενα εἰς τήν σύνταξιν, δημοσιευόμενα ἤ μή, δέν ἐπιστρέφονται. — [412, 226, 604, 261]
italian-title: Ἰταλικόν κουαρτέττο — [1243, 566, 1349, 576]
suburbs-listings: ΑΘΗΝΑ (Καλλιθέα): «Ἡ ἐπιστροφή». ΑΣΤΟΡ: «Τά παιδιά τῆς νύχτας». ΑΤΤΙΚΟΝ: «Ὁ κουτσός». ΓΑΛΑΞΙΑΣ: «Ἡ Ὄμορφη». ΕΛΛΑΣ: «Ὁ Ἄρχοντας». ΗΛΕΚΤΡΑ: «Φλόγες». ΚΡΙΝΟΣ: «Ἡ κόρη τοῦ λοχαγοῦ». ΛΥΡΑ: «Ὁ Ναυαγός». ΜΑΡΙΑ: «Τό ὄνειρο». ΟΡΦΕΥΣ: «Οἱ ξένοι». ΠΑΝΟΡΑΜΑ: «Ἡ Αἴθουσα». — [1007, 745, 1203, 837]
politics-section — [613, 145, 996, 1285]
philosophy-heading: ΦΙΛΟΣΟΦΙΑ — [412, 419, 604, 443]
crossword-cell[interactable] — [742, 1161, 760, 1179]
separator: * * * — [186, 316, 251, 330]
poem-line: κυλάς ὁ τροχός γυρίζει, — [419, 356, 534, 368]
crossword-cell[interactable] — [760, 1161, 778, 1179]
crossword-number: 5 — [688, 1034, 694, 1043]
exhibitions-text: Μεγάλη ἐπιτυχία σημειώνει ἡ ὁμαδική ἔκθεσις ζωγραφικῆς εἰς τήν αἴθουσαν τῆς Ἑταιρείας Μακεδονικῶν Σπουδῶν. — [1215, 656, 1377, 702]
solution-text: ΟΡΙΖΟΝΤΙΩΣ: 1) ΙΕΔΡΙΟΝ, 2) ΠΡΑΚΤΙΚΟΣ, 3) ΚΗΦΙΣΙΑ, 4) ΑΝΑ. ΚΑΘΕΤΩΣ: 1) ΙΠΠΟΣ, 2) ΕΡΙΦΙΟΝ, 3) ΔΑΦΝΗ. — [790, 1106, 996, 1152]
serial-2-col-1: — Σάς τό εἶπα καί πάλι. Ναί, ἐγώ κατάλαβα. Εἶναι ἀνάγκη νά πάω μαζί σας; Ἡ κυρία δέν ἀπαντᾷ. Κοιτάζει ἀπό τό παράθυρο καί περιμένει. Τό τραῖνο περνᾶ ἀργά μέσα ἀπό τά χωράφια καί ὁ ἥλιος δύει πίσω ἀπό τά βουνά. Κανείς δέν μιλᾶ. — Ποιός εἶναι ἐκεῖνος; Ἡ γυναίκα γυρίζει καί τόν κοιτάζει μέ ἔκπληξιν. — Δέν θά γυρίσω ποτέ πίσω! Αὐτός εἶναι ὁ δρόμος μου καί δέν τόν ἀλλάζω. Κάτω ἀπό τό οὐράνιο τόξο βρίσκεται ἕνας κόσμος πού δέν ἔχομεν γνωρίσει. Ἡ ἀγάπη μας θά μᾶς ὁδηγήσῃ. Ὁ νέος ἀκουμπᾷ τό κεφάλι του εἰς τόν ὦμον της καί κλείνει τά μάτια. Ὅταν ἔφθασαν εἰς τόν σταθμόν ἡ βροχή εἶχε σταματήσει. Ἡ πόλις ἔλαμπε κάτω ἀπό τά φῶτα καί ὁ κόσμος ἔτρεχε νά προλάβῃ τό τελευταῖο λεωφορεῖον. — Εἶναι ἀργά, εἶπε. Πρέπει νά βρῶμε ἕνα ξενοδοχεῖον. Κι ἐκεῖνος ἔσκυψε τό κεφάλι σιωπηλός. Ἡ νύχτα πέρασε χωρίς ὕπνον. Τό πρωί ἔφυγαν γιά τό χωριό. Ἐκεῖ τούς περίμενε ὁ γέρο-πατέρας μέ ἀνοιχτά χέρια. — Καλῶς ὡρίσατε παιδιά μου! Ἡ χαρά του δέν περιγράφεται. — Σάς τό εἶπα καί πάλι. Ναί, ἐγώ κατάλαβα. Εἶναι ἀνάγκη νά πάω μαζί σας; Ἡ κυρία δέν ἀπαντᾷ. Κοιτάζει ἀπό τό παράθυρο καί περιμένει. Τό τραῖνο περνᾶ ἀργά μέσα ἀπό τά χωράφια καί ὁ ἥλιος δύει πίσω ἀπό τά βουνά. Κανείς δέν μιλᾶ. — Ποιός εἶναι ἐκεῖνος; Ἡ γυναίκα γυρίζει καί τόν κοιτάζει μέ ἔκπληξιν. — [37, 1911, 266, 2274]
crossword-cell[interactable] — [705, 1069, 723, 1088]
crossword-block — [723, 1088, 742, 1107]
crossword-cell[interactable] — [668, 1088, 687, 1107]
lectures-heading: ΑΙ ΔΙΑΛΕΞΕΙΣ — [1385, 290, 1546, 315]
taxi-text: Διαγωνίου 34-219, Ἁγ. Σοφίας 34-219, Ἀριστοτέλους 23-830, Βενιζέλου 31-416, Ἐγνατίας 21-650, Καμάρας 20-116, Λευκοῦ Πύργου 25-114, Σταθμοῦ 23-461, Τσιμισκῆ 27-360. — [412, 1030, 604, 1088]
crossword-cell[interactable] — [613, 1179, 632, 1198]
crossword-cell[interactable] — [632, 1161, 651, 1179]
lecture-text: Ἀύριον τήν 6.30 μ.μ. εἰς τήν αἴθουσαν τῆς Ἑταιρείας Μακεδονικῶν Σπουδῶν θά ὁμιλήσῃ μέ θέμα ἐπίκαιρον. — [1385, 570, 1546, 615]
theatre-listings: ΑΥΛΑΙΑ Τηλ. 36-236 (Μιχάλης Φώτου) ἡ θεατρική ἐπιθεώρησις «Ἔλα νά σέ δῶ». ΓΕΥΣΕΙΣ ΜΑΚΕΔΟΝΙΚΟΝ Τηλ. 22-129: ἡ κωμωδία «Ἀνθρώπινος Ἥλιος». ΒΑΣΙΛΙΚΟΝ Τηλ. 23-148: «Ὁ Θεατρίνος». ΘΥΜΕΛΗ Τηλ. 21-010: «Ὁ Ἄρχοντας». — [1007, 184, 1203, 264]
crossword-cell[interactable] — [705, 1088, 723, 1107]
masthead-subtitle: ημερολόγια — [1154, 73, 1456, 125]
anecdote-heading: ΤΟ ΑΝΕΚΔΟΤΟΝ — [412, 499, 604, 523]
serial-1 — [1215, 882, 1546, 1191]
lecture-text: Ἀύριον τήν 6.30 μ.μ. εἰς τήν αἴθουσαν τῆς Ἑταιρείας Μακεδονικῶν Σπουδῶν θά ὁμιλήσῃ μέ θέμα ἐπίκαιρον. — [1385, 750, 1546, 795]
tsali-text: Ἡ ζωγράφος ἐκθέτει εἰς τήν γκαλερί «Τέχνη» σειράν ἔργων ἐμπνευσμένων ἀπό τό Αἰγαῖον. — [1215, 717, 1377, 751]
crossword-block — [742, 1051, 760, 1069]
